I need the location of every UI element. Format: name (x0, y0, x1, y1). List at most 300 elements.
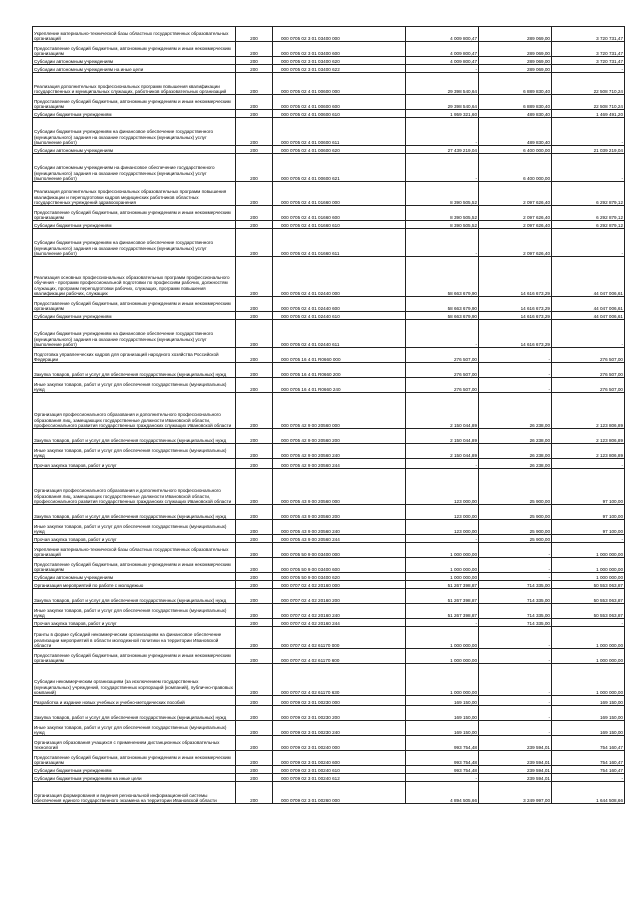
row-name-cell: Субсидии бюджетным учреждениям на финансовое обеспечение государственного (муниципального) задания на оказание государственных (муниципальных) услуг (выполнение работ) (33, 320, 236, 348)
row-code-cell: 200 (236, 118, 273, 146)
planned-amount-cell: 1 000 000,00 (406, 558, 479, 573)
executed-amount-cell: 714 335,00 (479, 619, 552, 627)
row-code-cell: 200 (236, 520, 273, 535)
executed-amount-cell: 26 238,00 (479, 393, 552, 429)
planned-amount-cell: 51 267 398,87 (406, 604, 479, 619)
planned-amount-cell: 276 507,00 (406, 363, 479, 378)
executed-amount-cell: 289 069,00 (479, 57, 552, 65)
budget-classification-cell: 000 0709 02 3 01 00240 600 (273, 751, 406, 766)
planned-amount-cell: 4 009 800,47 (406, 57, 479, 65)
executed-amount-cell: 25 900,00 (479, 505, 552, 520)
executed-amount-cell: - (479, 627, 552, 649)
table-row (33, 619, 625, 627)
row-code-cell: 200 (236, 229, 273, 257)
remaining-amount-cell: 3 720 731,47 (552, 57, 625, 65)
executed-amount-cell: 6 400 000,00 (479, 154, 552, 182)
remaining-amount-cell: 2 123 806,89 (552, 393, 625, 429)
table-row (33, 649, 625, 664)
executed-amount-cell: 2 097 626,40 (479, 206, 552, 221)
row-code-cell: 200 (236, 429, 273, 444)
budget-classification-cell: 000 0705 50 9 00 03400 600 (273, 558, 406, 573)
planned-amount-cell: 123 000,00 (406, 469, 479, 505)
planned-amount-cell: 169 150,00 (406, 696, 479, 706)
planned-amount-cell: 8 390 505,52 (406, 182, 479, 206)
row-code-cell: 200 (236, 543, 273, 558)
row-code-cell: 200 (236, 393, 273, 429)
planned-amount-cell: 58 663 679,90 (406, 257, 479, 297)
executed-amount-cell: - (479, 721, 552, 736)
table-row (33, 543, 625, 558)
row-name-cell: Субсидии автономным учреждениям (33, 146, 236, 154)
executed-amount-cell: - (479, 543, 552, 558)
remaining-amount-cell: 97 100,00 (552, 505, 625, 520)
remaining-amount-cell: 44 047 006,61 (552, 257, 625, 297)
executed-amount-cell: - (479, 664, 552, 696)
planned-amount-cell: 1 000 000,00 (406, 664, 479, 696)
remaining-amount-cell: - (552, 535, 625, 543)
table-row (33, 320, 625, 348)
row-name-cell: Разработка и издание новых учебных и учебно-методических пособий (33, 696, 236, 706)
planned-amount-cell: - (406, 535, 479, 543)
executed-amount-cell: 6 889 830,40 (479, 95, 552, 110)
budget-classification-cell: 000 0707 02 4 02 20160 240 (273, 604, 406, 619)
remaining-amount-cell: - (552, 459, 625, 469)
table-row (33, 664, 625, 696)
executed-amount-cell: 2 097 626,40 (479, 229, 552, 257)
budget-classification-cell: 000 0709 02 3 01 00240 612 (273, 774, 406, 782)
row-name-cell: Закупка товаров, работ и услуг для обеспечения государственных (муниципальных) нужд (33, 706, 236, 721)
remaining-amount-cell: 50 553 063,87 (552, 581, 625, 589)
remaining-amount-cell: 2 123 806,89 (552, 429, 625, 444)
executed-amount-cell: 289 069,00 (479, 42, 552, 57)
table-row (33, 65, 625, 73)
row-name-cell: Укрепление материально-технической базы областных государственных образовательных организаций (33, 543, 236, 558)
planned-amount-cell: - (406, 154, 479, 182)
planned-amount-cell: 276 507,00 (406, 378, 479, 393)
budget-classification-cell: 000 0707 02 4 02 20160 000 (273, 581, 406, 589)
row-code-cell: 200 (236, 312, 273, 320)
executed-amount-cell: - (479, 558, 552, 573)
remaining-amount-cell: - (552, 320, 625, 348)
row-code-cell: 200 (236, 206, 273, 221)
table-row (33, 706, 625, 721)
table-row (33, 95, 625, 110)
budget-classification-cell: 000 0705 02 3 01 03400 620 (273, 57, 406, 65)
row-code-cell: 200 (236, 706, 273, 721)
table-row (33, 110, 625, 118)
remaining-amount-cell: 44 047 006,61 (552, 297, 625, 312)
planned-amount-cell: 58 663 679,90 (406, 297, 479, 312)
remaining-amount-cell: 169 150,00 (552, 706, 625, 721)
budget-classification-cell: 000 0705 42 9 00 20560 244 (273, 459, 406, 469)
table-row (33, 627, 625, 649)
planned-amount-cell: 993 754,48 (406, 736, 479, 751)
budget-classification-cell: 000 0705 02 4 01 00600 620 (273, 146, 406, 154)
executed-amount-cell: 26 238,00 (479, 429, 552, 444)
executed-amount-cell: 25 900,00 (479, 535, 552, 543)
planned-amount-cell: 4 009 800,47 (406, 42, 479, 57)
planned-amount-cell: - (406, 619, 479, 627)
planned-amount-cell: - (406, 65, 479, 73)
planned-amount-cell: 2 150 044,89 (406, 429, 479, 444)
row-name-cell: Предоставление субсидий бюджетным, автономным учреждениям и иным некоммерческим организациям (33, 297, 236, 312)
remaining-amount-cell: 169 150,00 (552, 696, 625, 706)
row-name-cell: Закупка товаров, работ и услуг для обеспечения государственных (муниципальных) нужд (33, 429, 236, 444)
planned-amount-cell: 8 390 505,52 (406, 206, 479, 221)
executed-amount-cell: - (479, 696, 552, 706)
budget-execution-table (32, 26, 625, 804)
remaining-amount-cell: 1 000 000,00 (552, 573, 625, 581)
remaining-amount-cell: 6 292 879,12 (552, 182, 625, 206)
row-code-cell: 200 (236, 154, 273, 182)
budget-classification-cell: 000 0709 02 3 01 00230 000 (273, 696, 406, 706)
executed-amount-cell: 239 594,01 (479, 736, 552, 751)
executed-amount-cell: - (479, 706, 552, 721)
remaining-amount-cell: 1 469 491,20 (552, 110, 625, 118)
row-code-cell: 200 (236, 95, 273, 110)
budget-classification-cell: 000 0707 02 4 02 61170 600 (273, 649, 406, 664)
budget-classification-cell: 000 0705 02 4 01 01660 611 (273, 229, 406, 257)
row-code-cell: 200 (236, 348, 273, 363)
planned-amount-cell: 2 150 044,89 (406, 393, 479, 429)
planned-amount-cell: 276 507,00 (406, 348, 479, 363)
planned-amount-cell: 29 398 540,64 (406, 73, 479, 95)
row-code-cell: 200 (236, 65, 273, 73)
table-row (33, 444, 625, 459)
executed-amount-cell: 289 069,00 (479, 65, 552, 73)
table-row (33, 221, 625, 229)
executed-amount-cell: - (479, 348, 552, 363)
budget-classification-cell: 000 0709 02 3 01 00230 200 (273, 706, 406, 721)
row-name-cell: Субсидии бюджетным учреждениям (33, 110, 236, 118)
table-row (33, 312, 625, 320)
table-row (33, 154, 625, 182)
budget-classification-cell: 000 0705 02 3 01 03400 000 (273, 27, 406, 42)
remaining-amount-cell: 97 100,00 (552, 469, 625, 505)
remaining-amount-cell: - (552, 154, 625, 182)
planned-amount-cell: 2 150 044,89 (406, 444, 479, 459)
planned-amount-cell: 1 000 000,00 (406, 573, 479, 581)
planned-amount-cell: 51 267 398,87 (406, 581, 479, 589)
remaining-amount-cell: 50 553 063,87 (552, 589, 625, 604)
executed-amount-cell: 26 238,00 (479, 459, 552, 469)
executed-amount-cell: 6 889 830,40 (479, 73, 552, 95)
row-name-cell: Закупка товаров, работ и услуг для обеспечения государственных (муниципальных) нужд (33, 363, 236, 378)
executed-amount-cell: 714 335,00 (479, 604, 552, 619)
table-row (33, 182, 625, 206)
executed-amount-cell: 14 616 673,29 (479, 320, 552, 348)
budget-classification-cell: 000 0705 02 4 01 00600 621 (273, 154, 406, 182)
row-code-cell: 200 (236, 589, 273, 604)
executed-amount-cell: 714 335,00 (479, 589, 552, 604)
executed-amount-cell: 3 249 997,00 (479, 782, 552, 804)
row-code-cell: 200 (236, 110, 273, 118)
remaining-amount-cell: 21 039 219,04 (552, 146, 625, 154)
row-name-cell: Субсидии бюджетным учреждениям (33, 221, 236, 229)
executed-amount-cell: 2 097 626,40 (479, 221, 552, 229)
budget-classification-cell: 000 0705 02 4 01 00600 000 (273, 73, 406, 95)
row-name-cell: Субсидии бюджетным учреждениям на финансовое обеспечение государственного (муниципального) задания на оказание государственных (муниципальных) услуг (выполнение работ) (33, 229, 236, 257)
planned-amount-cell: 1 000 000,00 (406, 543, 479, 558)
row-name-cell: Прочая закупка товаров, работ и услуг (33, 619, 236, 627)
remaining-amount-cell: - (552, 65, 625, 73)
row-code-cell: 200 (236, 73, 273, 95)
executed-amount-cell: - (479, 363, 552, 378)
row-name-cell: Субсидии некоммерческим организациям (за исключением государственных (муниципальных) учреждений, государственных корпораций (компаний), публично-правовых компаний) (33, 664, 236, 696)
remaining-amount-cell: 276 507,00 (552, 363, 625, 378)
remaining-amount-cell: - (552, 619, 625, 627)
remaining-amount-cell: - (552, 774, 625, 782)
row-code-cell: 200 (236, 257, 273, 297)
row-code-cell: 200 (236, 27, 273, 42)
table-row (33, 229, 625, 257)
budget-classification-cell: 000 0705 50 9 00 03400 000 (273, 543, 406, 558)
table-row (33, 721, 625, 736)
row-name-cell: Организация мероприятий по работе с молодежью (33, 581, 236, 589)
remaining-amount-cell: 169 150,00 (552, 721, 625, 736)
row-name-cell: Предоставление субсидий бюджетным, автономным учреждениям и иным некоммерческим организациям (33, 649, 236, 664)
table-row (33, 378, 625, 393)
table-row (33, 535, 625, 543)
executed-amount-cell: 489 830,40 (479, 118, 552, 146)
planned-amount-cell: 29 398 540,64 (406, 95, 479, 110)
row-name-cell: Предоставление субсидий бюджетным, автономным учреждениям и иным некоммерческим организациям (33, 95, 236, 110)
remaining-amount-cell: 6 292 879,12 (552, 221, 625, 229)
table-row (33, 696, 625, 706)
table-row (33, 558, 625, 573)
executed-amount-cell: 714 335,00 (479, 581, 552, 589)
budget-classification-cell: 000 0709 02 3 01 00240 000 (273, 736, 406, 751)
budget-classification-cell: 000 0705 02 4 01 00600 610 (273, 110, 406, 118)
budget-classification-cell: 000 0709 02 3 01 00260 000 (273, 782, 406, 804)
row-name-cell: Субсидии бюджетным учреждениям на иные цели (33, 774, 236, 782)
planned-amount-cell: - (406, 459, 479, 469)
row-name-cell: Субсидии автономным учреждениям на иные цели (33, 65, 236, 73)
row-name-cell: Субсидии автономным учреждениям (33, 57, 236, 65)
row-code-cell: 200 (236, 297, 273, 312)
table-row (33, 520, 625, 535)
budget-classification-cell: 000 0705 02 4 01 00600 600 (273, 95, 406, 110)
planned-amount-cell: 4 009 800,47 (406, 27, 479, 42)
table-row (33, 27, 625, 42)
planned-amount-cell: - (406, 118, 479, 146)
row-name-cell: Иные закупки товаров, работ и услуг для обеспечения государственных (муниципальных) нужд (33, 520, 236, 535)
row-code-cell: 200 (236, 558, 273, 573)
executed-amount-cell: 26 238,00 (479, 444, 552, 459)
budget-classification-cell: 000 0705 02 3 01 03400 600 (273, 42, 406, 57)
executed-amount-cell: 6 400 000,00 (479, 146, 552, 154)
remaining-amount-cell: 276 507,00 (552, 348, 625, 363)
row-name-cell: Предоставление субсидий бюджетным, автономным учреждениям и иным некоммерческим организациям (33, 558, 236, 573)
budget-classification-cell: 000 0705 43 9 00 20560 000 (273, 469, 406, 505)
remaining-amount-cell: 50 553 063,87 (552, 604, 625, 619)
row-name-cell: Иные закупки товаров, работ и услуг для обеспечения государственных (муниципальных) нужд (33, 721, 236, 736)
remaining-amount-cell: 3 720 731,47 (552, 27, 625, 42)
row-code-cell: 200 (236, 782, 273, 804)
planned-amount-cell: - (406, 320, 479, 348)
budget-classification-cell: 000 0709 02 3 01 00240 610 (273, 766, 406, 774)
budget-classification-cell: 000 0705 42 9 00 20560 200 (273, 429, 406, 444)
row-name-cell: Предоставление субсидий бюджетным, автономным учреждениям и иным некоммерческим организациям (33, 206, 236, 221)
remaining-amount-cell: - (552, 118, 625, 146)
remaining-amount-cell: 22 508 710,24 (552, 95, 625, 110)
planned-amount-cell: 1 959 321,60 (406, 110, 479, 118)
budget-classification-cell: 000 0705 02 4 01 02440 611 (273, 320, 406, 348)
row-name-cell: Закупка товаров, работ и услуг для обеспечения государственных (муниципальных) нужд (33, 505, 236, 520)
executed-amount-cell: - (479, 649, 552, 664)
row-code-cell: 200 (236, 57, 273, 65)
row-code-cell: 200 (236, 146, 273, 154)
remaining-amount-cell: 2 123 806,89 (552, 444, 625, 459)
row-name-cell: Реализация дополнительных профессиональных программ повышения квалификации государственных и муниципальных служащих, работников образовательных организаций (33, 73, 236, 95)
planned-amount-cell: 123 000,00 (406, 520, 479, 535)
budget-classification-cell: 000 0705 16 4 01 R0660 240 (273, 378, 406, 393)
executed-amount-cell: 25 900,00 (479, 520, 552, 535)
table-row (33, 581, 625, 589)
table-row (33, 118, 625, 146)
table-row (33, 363, 625, 378)
budget-classification-cell: 000 0707 02 4 02 20160 200 (273, 589, 406, 604)
row-name-cell: Организация образования учащихся с применением дистанционных образовательных технологий (33, 736, 236, 751)
executed-amount-cell: 289 069,00 (479, 27, 552, 42)
executed-amount-cell: 489 830,40 (479, 110, 552, 118)
row-code-cell: 200 (236, 320, 273, 348)
table-row (33, 573, 625, 581)
row-name-cell: Субсидии автономным учреждениям (33, 573, 236, 581)
row-code-cell: 200 (236, 182, 273, 206)
table-row (33, 766, 625, 774)
planned-amount-cell: 4 894 505,66 (406, 782, 479, 804)
table-row (33, 297, 625, 312)
row-name-cell: Иные закупки товаров, работ и услуг для обеспечения государственных (муниципальных) нужд (33, 604, 236, 619)
remaining-amount-cell: 97 100,00 (552, 520, 625, 535)
planned-amount-cell: 169 150,00 (406, 706, 479, 721)
remaining-amount-cell: 1 000 000,00 (552, 543, 625, 558)
budget-classification-cell: 000 0705 43 9 00 20560 200 (273, 505, 406, 520)
row-code-cell: 200 (236, 535, 273, 543)
budget-classification-cell: 000 0705 02 4 01 02440 600 (273, 297, 406, 312)
budget-classification-cell: 000 0707 02 4 02 20160 244 (273, 619, 406, 627)
executed-amount-cell: 25 900,00 (479, 469, 552, 505)
table-row (33, 42, 625, 57)
table-row (33, 589, 625, 604)
budget-classification-cell: 000 0709 02 3 01 00230 240 (273, 721, 406, 736)
row-name-cell: Реализация основных профессиональных образовательных программ профессионального обучения - программ профессиональной подготовки по профессиям рабочих, должностям служащих, программ переподготовки рабочих, служащих, программ повышения квалификации рабочих, служащих (33, 257, 236, 297)
row-code-cell: 200 (236, 751, 273, 766)
row-code-cell: 200 (236, 774, 273, 782)
row-name-cell: Субсидии автономным учреждениям на финансовое обеспечение государственного (муниципального) задания на оказание государственных (муниципальных) услуг (выполнение работ) (33, 154, 236, 182)
row-name-cell: Иные закупки товаров, работ и услуг для обеспечения государственных (муниципальных) нужд (33, 444, 236, 459)
budget-classification-cell: 000 0705 02 4 01 01660 600 (273, 206, 406, 221)
remaining-amount-cell: 754 160,47 (552, 751, 625, 766)
row-code-cell: 200 (236, 573, 273, 581)
row-code-cell: 200 (236, 604, 273, 619)
remaining-amount-cell: 6 292 879,12 (552, 206, 625, 221)
planned-amount-cell: 58 663 679,90 (406, 312, 479, 320)
executed-amount-cell: - (479, 573, 552, 581)
remaining-amount-cell: 276 507,00 (552, 378, 625, 393)
budget-classification-cell: 000 0705 50 9 00 03400 620 (273, 573, 406, 581)
planned-amount-cell: 993 754,48 (406, 766, 479, 774)
table-row (33, 736, 625, 751)
row-code-cell: 200 (236, 221, 273, 229)
planned-amount-cell: 27 439 219,04 (406, 146, 479, 154)
row-name-cell: Укрепление материально-технической базы областных государственных образовательных организаций (33, 27, 236, 42)
planned-amount-cell: 169 150,00 (406, 721, 479, 736)
budget-report-page (32, 26, 623, 804)
planned-amount-cell: 123 000,00 (406, 505, 479, 520)
row-name-cell: Прочая закупка товаров, работ и услуг (33, 459, 236, 469)
planned-amount-cell: 51 267 398,87 (406, 589, 479, 604)
table-body (33, 27, 625, 804)
remaining-amount-cell: 1 000 000,00 (552, 649, 625, 664)
table-row (33, 206, 625, 221)
budget-classification-cell: 000 0705 42 9 00 20560 000 (273, 393, 406, 429)
table-row (33, 469, 625, 505)
table-row (33, 429, 625, 444)
row-name-cell: Организация профессионального образования и дополнительного профессионального образования лиц, замещающих государственные должности Ивановской области, профессионального развития государственных гражданских служащих Ивановской области (33, 469, 236, 505)
row-code-cell: 200 (236, 469, 273, 505)
table-row (33, 774, 625, 782)
row-name-cell: Организация формирования и ведения региональной информационной системы обеспечения единого государственного экзамена на территории Ивановской области (33, 782, 236, 804)
row-code-cell: 200 (236, 378, 273, 393)
row-code-cell: 200 (236, 444, 273, 459)
remaining-amount-cell: 1 644 508,66 (552, 782, 625, 804)
planned-amount-cell: 993 754,48 (406, 751, 479, 766)
executed-amount-cell: 239 594,01 (479, 766, 552, 774)
budget-classification-cell: 000 0705 02 4 01 01660 610 (273, 221, 406, 229)
budget-classification-cell: 000 0707 02 4 02 61170 000 (273, 627, 406, 649)
executed-amount-cell: 239 594,01 (479, 774, 552, 782)
remaining-amount-cell: 1 000 000,00 (552, 558, 625, 573)
row-code-cell: 200 (236, 736, 273, 751)
row-name-cell: Субсидии бюджетным учреждениям (33, 766, 236, 774)
row-name-cell: Организация профессионального образования и дополнительного профессионального образования лиц, замещающих государственные должности Ивановской области, профессионального развития государственных гражданских служащих Ивановской области (33, 393, 236, 429)
row-code-cell: 200 (236, 627, 273, 649)
row-name-cell: Предоставление субсидий бюджетным, автономным учреждениям и иным некоммерческим организациям (33, 751, 236, 766)
remaining-amount-cell: 44 047 006,61 (552, 312, 625, 320)
row-name-cell: Предоставление субсидий бюджетным, автономным учреждениям и иным некоммерческим организациям (33, 42, 236, 57)
executed-amount-cell: 14 616 673,29 (479, 257, 552, 297)
executed-amount-cell: 14 616 673,29 (479, 297, 552, 312)
executed-amount-cell: 14 616 673,29 (479, 312, 552, 320)
budget-classification-cell: 000 0705 02 4 01 01660 000 (273, 182, 406, 206)
budget-classification-cell: 000 0705 43 9 00 20560 244 (273, 535, 406, 543)
row-name-cell: Реализация дополнительных профессиональных образовательных программ повышения квалификации и переподготовки кадров медицинских работников областных государственных учреждений здравоохранения (33, 182, 236, 206)
budget-classification-cell: 000 0705 02 4 01 00600 611 (273, 118, 406, 146)
table-row (33, 57, 625, 65)
executed-amount-cell: 239 594,01 (479, 751, 552, 766)
table-row (33, 505, 625, 520)
row-code-cell: 200 (236, 363, 273, 378)
budget-classification-cell: 000 0705 02 3 01 03400 622 (273, 65, 406, 73)
table-row (33, 146, 625, 154)
row-code-cell: 200 (236, 696, 273, 706)
executed-amount-cell: 2 097 626,40 (479, 182, 552, 206)
budget-classification-cell: 000 0707 02 4 02 61170 630 (273, 664, 406, 696)
table-row (33, 393, 625, 429)
budget-classification-cell: 000 0705 42 9 00 20560 240 (273, 444, 406, 459)
row-code-cell: 200 (236, 505, 273, 520)
row-code-cell: 200 (236, 581, 273, 589)
remaining-amount-cell: 1 000 000,00 (552, 627, 625, 649)
row-code-cell: 200 (236, 649, 273, 664)
remaining-amount-cell: 22 508 710,24 (552, 73, 625, 95)
budget-classification-cell: 000 0705 02 4 01 02440 000 (273, 257, 406, 297)
row-name-cell: Субсидии бюджетным учреждениям на финансовое обеспечение государственного (муниципального) задания на оказание государственных (муниципальных) услуг (выполнение работ) (33, 118, 236, 146)
table-row (33, 459, 625, 469)
row-code-cell: 200 (236, 721, 273, 736)
